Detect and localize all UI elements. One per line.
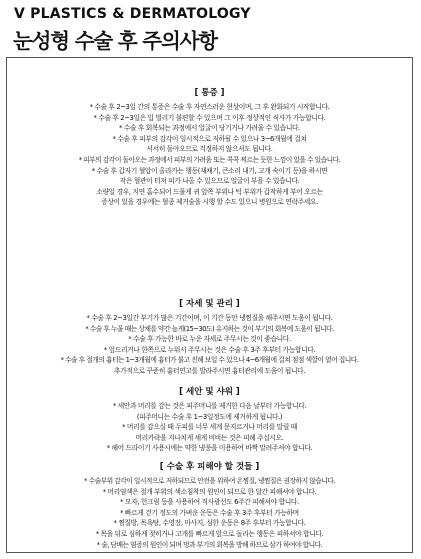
section-lines: [7, 401, 412, 454]
notice-box: [6, 57, 413, 553]
section-lines: [7, 476, 412, 550]
instruction-line: 서서히 돌아오므로 걱정하지 않으셔도 됩니다.: [146, 145, 273, 154]
instruction-line: * 엎드리거나 한쪽으로 누워서 주무시는 것은 수술 후 3주 후부터 가능합니다.: [103, 345, 316, 354]
instruction-line: * 수술 후 2~3일은 입 벌리기 불편할 수 있으며 그 이후 정상적인 식사가 가능합니다.: [93, 113, 326, 122]
instruction-line: * 수술 후 갑자기 혈압이 올라가는 행동(재채기, 큰소리 내기, 고개 숙이기 등)을 하시면: [91, 166, 328, 175]
section-title: [ 수술 후 피해야 할 것들 ]: [159, 462, 260, 472]
instruction-line: * 피부의 감각이 돌아오는 과정에서 피부의 가려움 또는 콕콕 찌르는 듯한 느낌이 있을 수 있습니다.: [78, 155, 341, 164]
instruction-line: * 수술 후 피부의 감각이 일시적으로 저하될 수 있으나 3~6개월에 걸쳐: [112, 134, 307, 143]
instruction-line: 소량일 경우, 지연 흡수되어 드물게 귀 앞쪽 부위나 턱 부위가 갑작하게 부어 오르는: [96, 187, 323, 196]
page-title: 눈성형 수술 후 주의사항: [13, 29, 217, 53]
instruction-line: * 목을 뒤로 심하게 젖히거나 고개를 빠르게 앞으로 돌리는 행동은 피하셔야 합니다.: [95, 529, 324, 538]
section-posture-care: [7, 298, 412, 377]
section-title: [ 통증 ]: [194, 88, 225, 98]
section-things-to-avoid: [7, 461, 412, 550]
instruction-line: 증상이 있을 경우에는 혈종 제거술을 시행 할 수도 있으니 병원으로 연락주세요.: [101, 198, 318, 207]
instruction-line: * 수술 후 회복되는 과정에서 얼굴이 당기거나 가려울 수 있습니다.: [119, 124, 300, 133]
instruction-line: * 빠르게 걷기 정도의 가벼운 운동은 수술 후 3주 후부터 가능하며: [120, 508, 299, 517]
section-title: [ 세안 및 샤워 ]: [179, 387, 240, 397]
instruction-line: * 모자, 헌크림 등을 사용하여 직사광선도 6주간 피해셔야 합니다.: [120, 498, 299, 507]
instruction-line: * 헤어 드라이기 사용시에는 약한 냉풍을 이용하여 바짝 말려주셔야 합니다.: [106, 444, 313, 453]
instruction-line: * 머리염색은 절개 부위의 색소침착의 원인이 되므로 한 달간 피해셔야 합니다.: [102, 487, 317, 496]
section-lines: [7, 102, 412, 208]
instruction-line: * 수술 후 2~3일간 부기가 많은 기간이며, 이 기간 동안 냉찜질을 해주시면 도움이 됩니다.: [86, 314, 333, 322]
instruction-line: * 수술 후 가능한 바로 누운 자세로 주무시는 것이 좋습니다.: [128, 335, 291, 344]
section-lines: [7, 313, 412, 377]
instruction-line: * 세안과 머리를 감는 것은 피주머니를 제거한 다음 날부터 가능합니다.: [112, 402, 307, 410]
section-wash-shower: [7, 386, 412, 454]
instruction-line: * 수술 후 2~3일 간의 통증은 수술 후 자연스러운 현상이며, 그 후 완화되기 시작합니다.: [89, 103, 330, 111]
instruction-line: * 수술 후 누울 때는 상체를 약간 높게(15~30도) 유지하는 것이 부기의 회복에 도움이 됩니다.: [85, 324, 334, 333]
instruction-line: 작은 혈관이 터져 피가 나올 수 있으므로 얼굴이 부을 수 있습니다.: [119, 177, 300, 186]
instruction-line: 추가적으로 꾸준히 흉터연고를 발라주시면 흉터관리에 도움이 됩니다.: [113, 366, 306, 375]
section-title: [ 자세 및 관리 ]: [179, 299, 240, 309]
instruction-line: (피주머니는 수술 후 1~3일정도에 제거하게 됩니다.): [136, 412, 283, 421]
instruction-line: * 찜질방, 목욕탕, 수영장, 마사지, 심한 운동은 8주 후부터 가능합니다.: [113, 519, 306, 528]
instruction-line: * 술, 담배는 염증의 원인이 되며 멍과 부기의 회복을 방해 하므로 삼가 하여야 합니다.: [96, 540, 323, 549]
instruction-line: * 머리를 감으실 때 두피를 너무 세게 문지르거나 머리를 말릴 때: [122, 423, 297, 432]
section-pain: [7, 87, 412, 208]
instruction-line: * 수술부위 감각이 일시적으로 저하되므로 안전을 위하여 온찜질, 냉찜질은 권장하지 않습니다.: [84, 477, 335, 485]
brand-name: V PLASTICS & DERMATOLOGY: [14, 6, 251, 22]
instruction-line: 머리카락을 지나치게 세게 비비는 것은 피해 주십시오.: [135, 433, 284, 442]
instruction-line: * 수술 후 절개의 흉터는 1~3개월에 흉터가 붉고 진해 보일 수 있으나 4~6개월에 걸쳐 점점 색깔이 옅어 집니다.: [60, 356, 359, 365]
